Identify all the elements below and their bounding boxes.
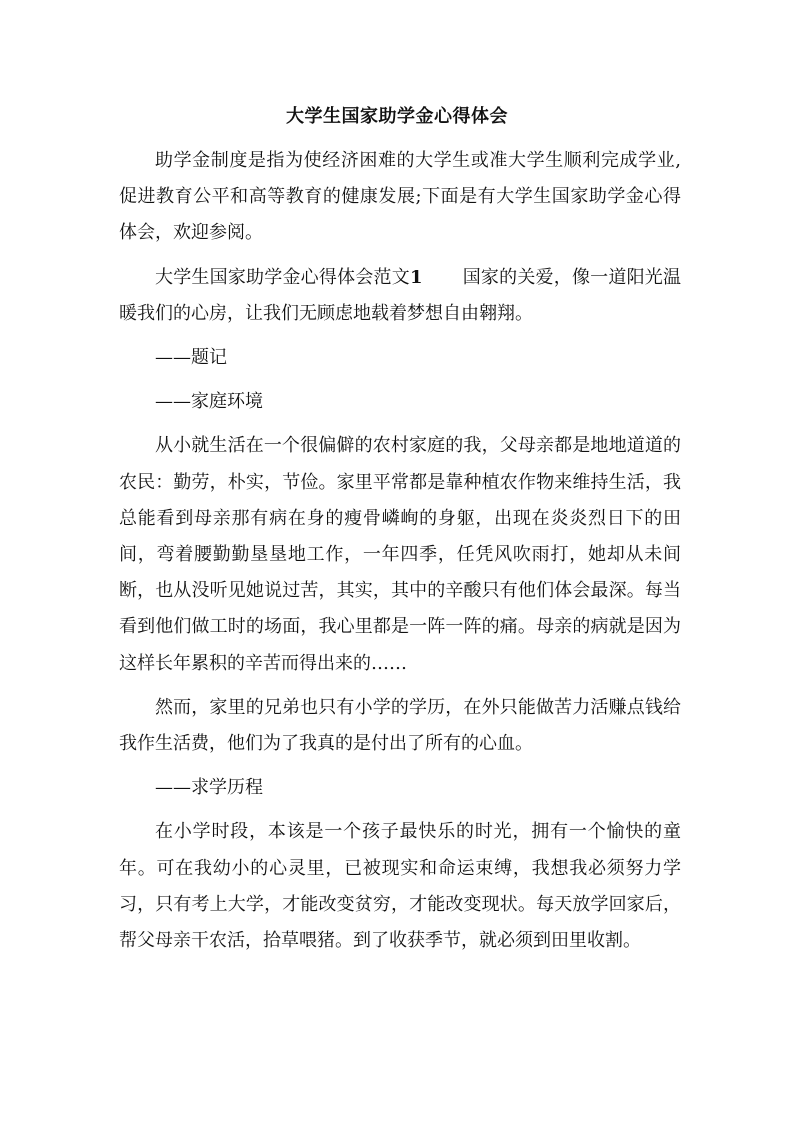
epigraph: ——题记 — [155, 347, 227, 369]
sample-number: 1 — [409, 266, 423, 288]
paragraph-study-1: 在小学时段，本该是一个孩子最快乐的时光，拥有一个愉快的童年。可在我幼小的心灵里，已被现实和命运束缚，我想我必须努力学习，只有考上大学，才能改变贫穷，才能改变现状。每天放学回家后，帮父母亲干农活，拾草喂猪。到了收获季节，就必须到田里收割。 — [119, 821, 681, 952]
paragraph-family-1: 从小就生活在一个很偏僻的农村家庭的我，父母亲都是地地道道的农民：勤劳，朴实，节俭。家里平常都是靠种植农作物来维持生活，我总能看到母亲那有病在身的瘦骨嶙峋的身躯，出现在炎炎烈日下的田间，弯着腰勤勤垦垦地工作，一年四季，任凭风吹雨打，她却从未间断，也从没听见她说过苦，其实，其中的辛酸只有他们体会最深。每当看到他们做工时的场面，我心里都是一阵一阵的痛。母亲的病就是因为这样长年累积的辛苦而得出来的…… — [119, 435, 681, 674]
section-heading-family: ——家庭环境 — [155, 391, 263, 413]
paragraph-family-2: 然而，家里的兄弟也只有小学的学历，在外只能做苦力活赚点钱给我作生活费，他们为了我真的是付出了所有的心血。 — [119, 696, 681, 755]
intro-paragraph: 助学金制度是指为使经济困难的大学生或准大学生顺利完成学业,促进教育公平和高等教育的健康发展;下面是有大学生国家助学金心得体会，欢迎参阅。 — [119, 150, 681, 244]
sample-opening: 国家的关爱，像一道阳光温暖我们的心房，让我们无顾虑地载着梦想自由翱翔。 — [119, 266, 682, 324]
section-heading-study: ——求学历程 — [155, 777, 263, 799]
sample-heading-text: 大学生国家助学金心得体会范文 — [155, 266, 410, 288]
document-title: 大学生国家助学金心得体会 — [286, 106, 508, 127]
sample-heading — [155, 267, 422, 288]
document-body — [119, 143, 681, 959]
sample-paragraph — [119, 260, 681, 332]
